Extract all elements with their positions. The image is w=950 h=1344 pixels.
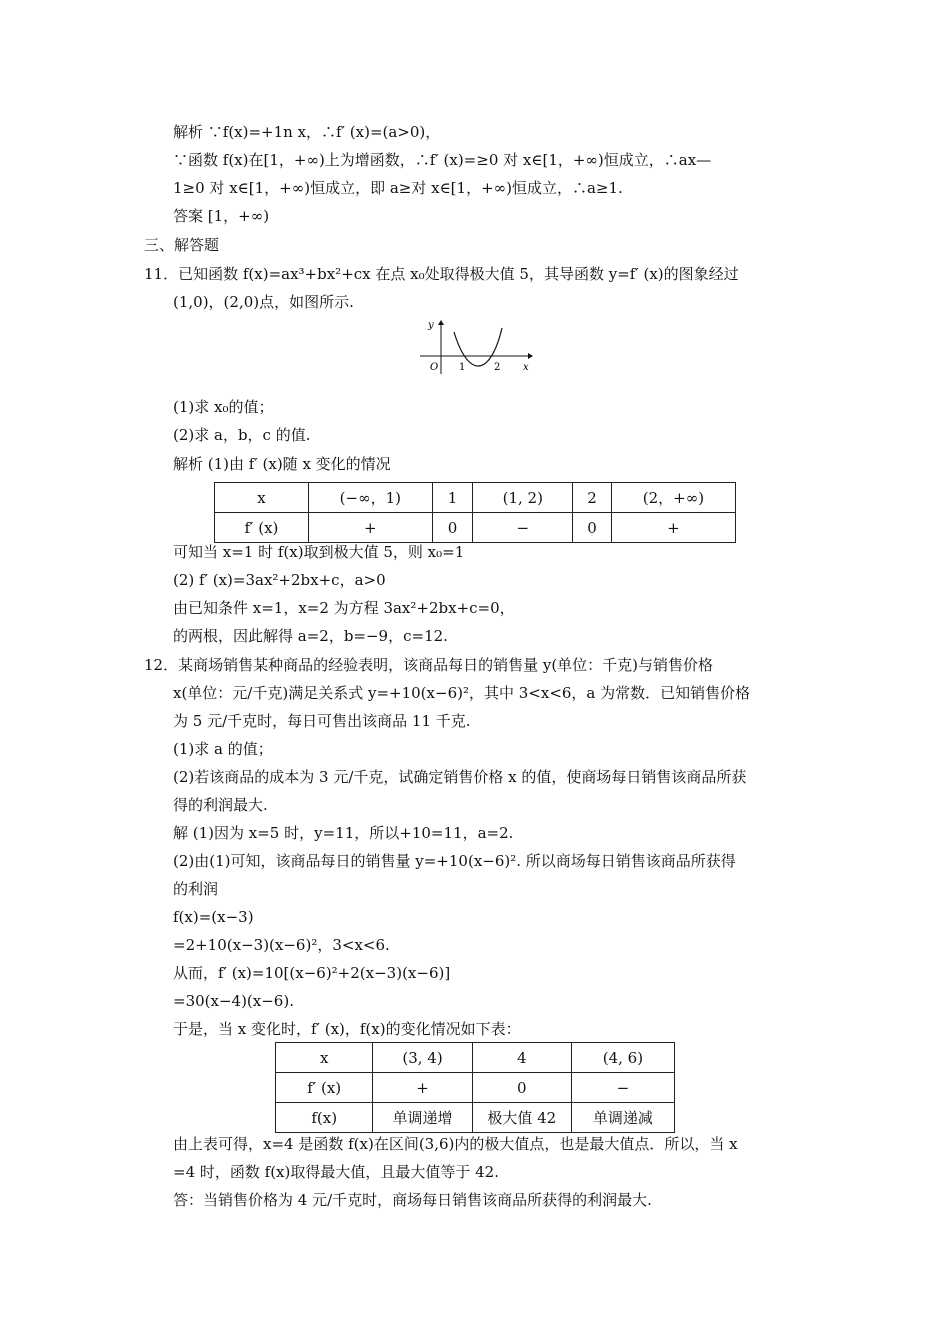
solution-line: (2) f′ (x)=3ax²+2bx+c，a>0 xyxy=(173,571,386,589)
table-cell: + xyxy=(308,513,432,543)
problem-12-line: x(单位：元/千克)满足关系式 y=+10(x−6)²，其中 3<x<6，a 为常数．已知销售价格 xyxy=(173,684,751,702)
solution-line: =4 时，函数 f(x)取得最大值，且最大值等于 42. xyxy=(173,1163,499,1181)
table-cell: 4 xyxy=(472,1043,571,1073)
table-row xyxy=(215,513,736,543)
table-cell: f′ (x) xyxy=(215,513,309,543)
table-cell: 单调递减 xyxy=(571,1103,674,1133)
solution-line: 解析 (1)由 f′ (x)随 x 变化的情况 xyxy=(173,455,391,473)
solution-line: =2+10(x−3)(x−6)²，3<x<6. xyxy=(173,936,390,954)
tick-label-1: 1 xyxy=(459,362,466,373)
table-cell: 极大值 42 xyxy=(472,1103,571,1133)
table-row xyxy=(276,1043,675,1073)
table-cell: (−∞，1) xyxy=(308,483,432,513)
table-cell: 0 xyxy=(472,1073,571,1103)
table-cell: (3, 4) xyxy=(373,1043,472,1073)
text-line: ∵函数 f(x)在[1，+∞)上为增函数，∴f′ (x)=≥0 对 x∈[1，+∞)恒成立，∴ax— xyxy=(173,151,712,169)
solution-line: 的两根，因此解得 a=2，b=−9，c=12. xyxy=(173,627,448,645)
table-cell: 单调递增 xyxy=(373,1103,472,1133)
solution-line: 的利润 xyxy=(173,880,219,898)
derivative-sign-table-1 xyxy=(214,482,736,543)
table-cell: 0 xyxy=(573,513,612,543)
x-axis-label: x xyxy=(523,362,529,373)
table-cell: f(x) xyxy=(276,1103,373,1133)
y-axis-label: y xyxy=(428,320,434,331)
text-line: 1≥0 对 x∈[1，+∞)恒成立，即 a≥对 x∈[1，+∞)恒成立，∴a≥1. xyxy=(173,179,623,197)
origin-label: O xyxy=(430,362,439,373)
problem-11-line: (1)求 x₀的值； xyxy=(173,398,274,416)
tick-label-2: 2 xyxy=(494,362,501,373)
derivative-sign-table-2 xyxy=(275,1042,675,1133)
table-cell: x xyxy=(276,1043,373,1073)
solution-line: 解 (1)因为 x=5 时，y=11，所以+10=11，a=2. xyxy=(173,824,514,842)
table-cell: 1 xyxy=(432,483,473,513)
derivative-graph xyxy=(416,318,534,376)
table-cell: + xyxy=(611,513,735,543)
solution-line: (2)由(1)可知，该商品每日的销售量 y=+10(x−6)². 所以商场每日销售该商品所获得 xyxy=(173,852,736,870)
problem-12-line: (1)求 a 的值； xyxy=(173,740,273,758)
solution-line: =30(x−4)(x−6). xyxy=(173,992,294,1010)
table-cell: 2 xyxy=(573,483,612,513)
table-cell: x xyxy=(215,483,309,513)
answer-line: 答案 [1，+∞) xyxy=(173,207,270,225)
solution-line: f(x)=(x−3) xyxy=(173,908,254,926)
solution-line: 于是，当 x 变化时，f′ (x)，f(x)的变化情况如下表： xyxy=(173,1020,521,1038)
table-cell: 0 xyxy=(432,513,473,543)
table-cell: + xyxy=(373,1073,472,1103)
table-cell: f′ (x) xyxy=(276,1073,373,1103)
table-row xyxy=(276,1103,675,1133)
problem-12-line: 12．某商场销售某种商品的经验表明，该商品每日的销售量 y(单位：千克)与销售价格 xyxy=(144,656,714,674)
text-line: 解析 ∵f(x)=+1n x，∴f′ (x)=(a>0)， xyxy=(173,123,441,141)
problem-12-line: 为 5 元/千克时，每日可售出该商品 11 千克. xyxy=(173,712,471,730)
solution-line: 可知当 x=1 时 f(x)取到极大值 5，则 x₀=1 xyxy=(173,543,465,561)
solution-line: 由已知条件 x=1，x=2 为方程 3ax²+2bx+c=0， xyxy=(173,599,515,617)
table-row xyxy=(215,483,736,513)
problem-12-line: (2)若该商品的成本为 3 元/千克，试确定销售价格 x 的值，使商场每日销售该商品所获 xyxy=(173,768,747,786)
table-cell: (1, 2) xyxy=(473,483,573,513)
problem-11-line: (1,0)，(2,0)点，如图所示. xyxy=(173,293,354,311)
table-row xyxy=(276,1073,675,1103)
table-cell: − xyxy=(571,1073,674,1103)
solution-line: 从而，f′ (x)=10[(x−6)²+2(x−3)(x−6)] xyxy=(173,964,451,982)
table-cell: (2，+∞) xyxy=(611,483,735,513)
table-cell: (4, 6) xyxy=(571,1043,674,1073)
answer-line: 答：当销售价格为 4 元/千克时，商场每日销售该商品所获得的利润最大. xyxy=(173,1191,652,1209)
problem-11-line: 11．已知函数 f(x)=ax³+bx²+cx 在点 x₀处取得极大值 5，其导函数 y=f′ (x)的图象经过 xyxy=(144,265,739,283)
section-heading: 三、解答题 xyxy=(144,236,220,254)
problem-11-line: (2)求 a，b，c 的值. xyxy=(173,426,311,444)
problem-12-line: 得的利润最大. xyxy=(173,796,268,814)
solution-line: 由上表可得，x=4 是函数 f(x)在区间(3,6)内的极大值点，也是最大值点．所以，当 x xyxy=(173,1135,738,1153)
table-cell: − xyxy=(473,513,573,543)
